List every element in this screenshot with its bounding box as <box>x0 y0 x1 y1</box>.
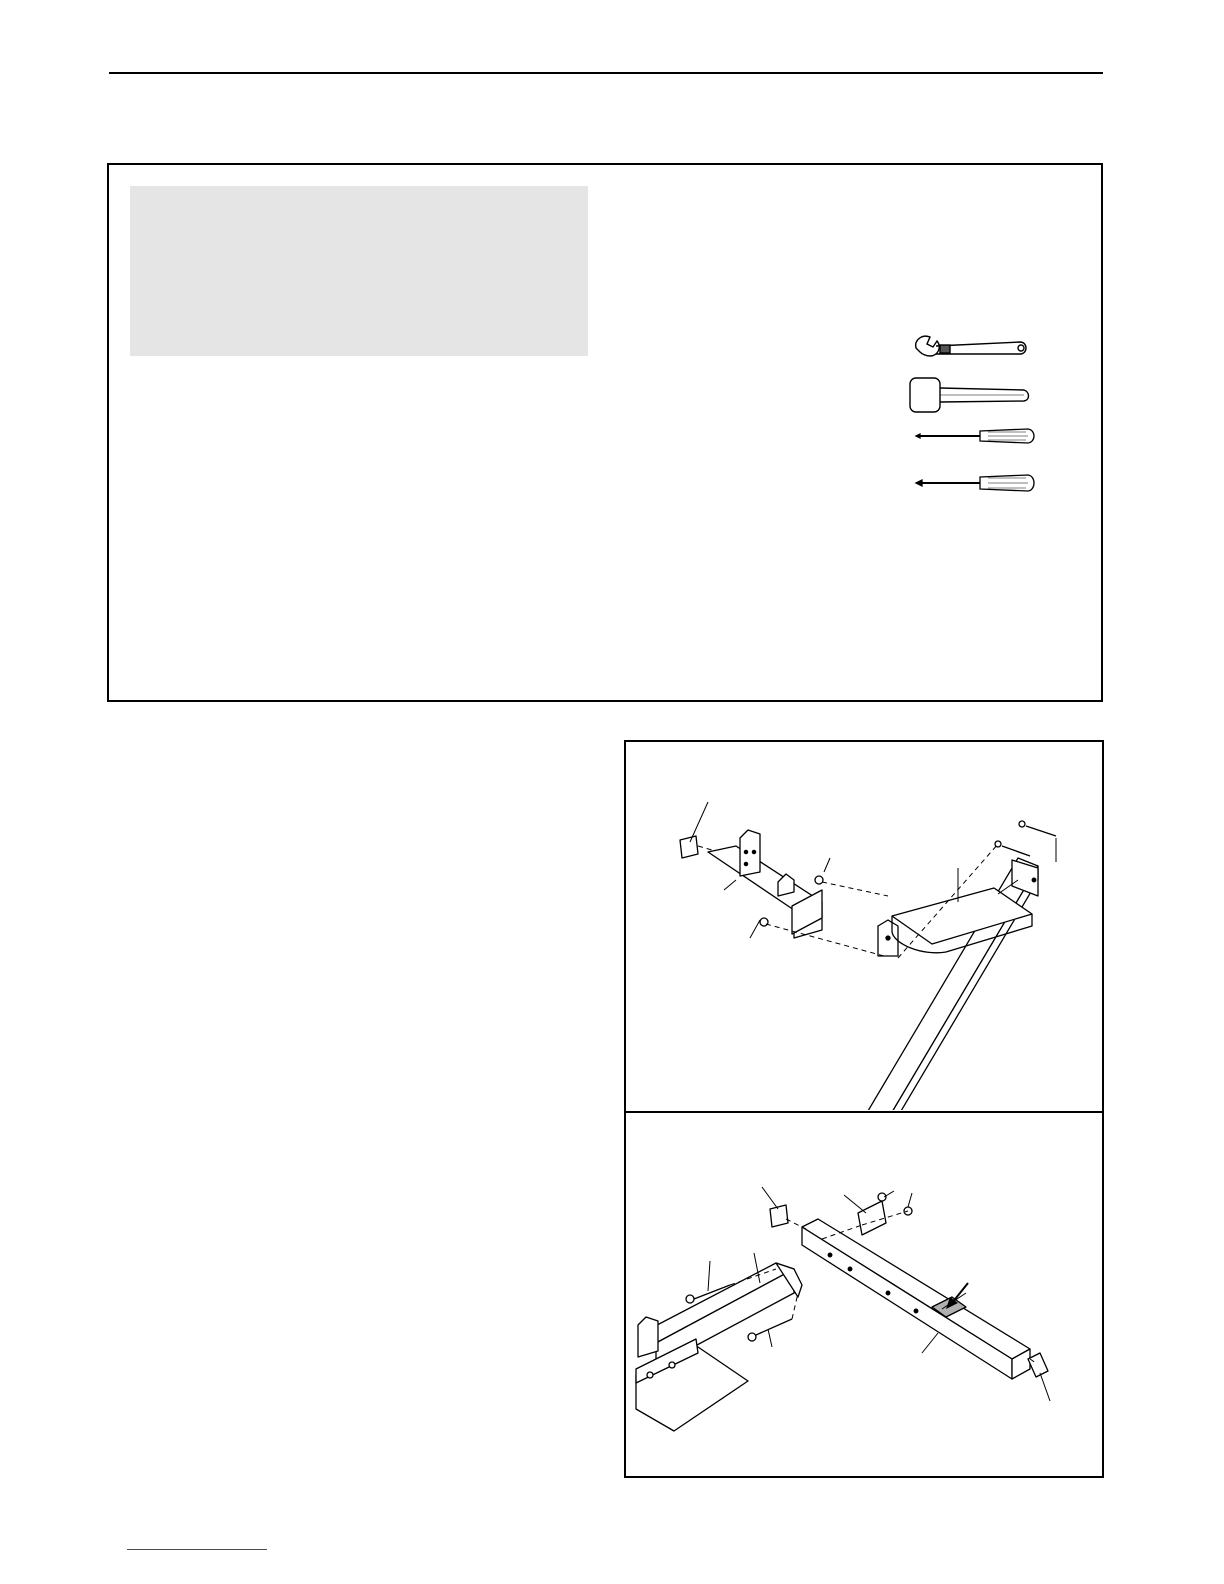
mallet-icon <box>910 378 1029 412</box>
crossbar-top <box>802 1219 1030 1359</box>
end-cap <box>1028 1353 1048 1377</box>
end-cap <box>680 836 698 858</box>
figure-2-diagram <box>626 1113 1102 1476</box>
frame-upright <box>740 830 760 876</box>
plate <box>858 1201 886 1235</box>
wrench-icon <box>916 336 1026 356</box>
flat-screwdriver-icon <box>916 429 1034 443</box>
crossbar-front <box>802 1227 1012 1379</box>
nut <box>815 876 823 884</box>
end-cap <box>770 1205 788 1227</box>
figure-1-diagram <box>626 742 1102 1110</box>
callout-panel <box>130 186 588 356</box>
phillips-screwdriver-icon <box>916 475 1034 491</box>
pedal-plate <box>636 1347 748 1431</box>
frame-upright <box>638 1317 658 1357</box>
nut <box>760 918 768 926</box>
footer-link-underline[interactable] <box>127 1549 267 1550</box>
header-rule <box>109 72 1103 74</box>
bolts <box>995 821 1056 856</box>
tools-illustration <box>900 330 1050 500</box>
